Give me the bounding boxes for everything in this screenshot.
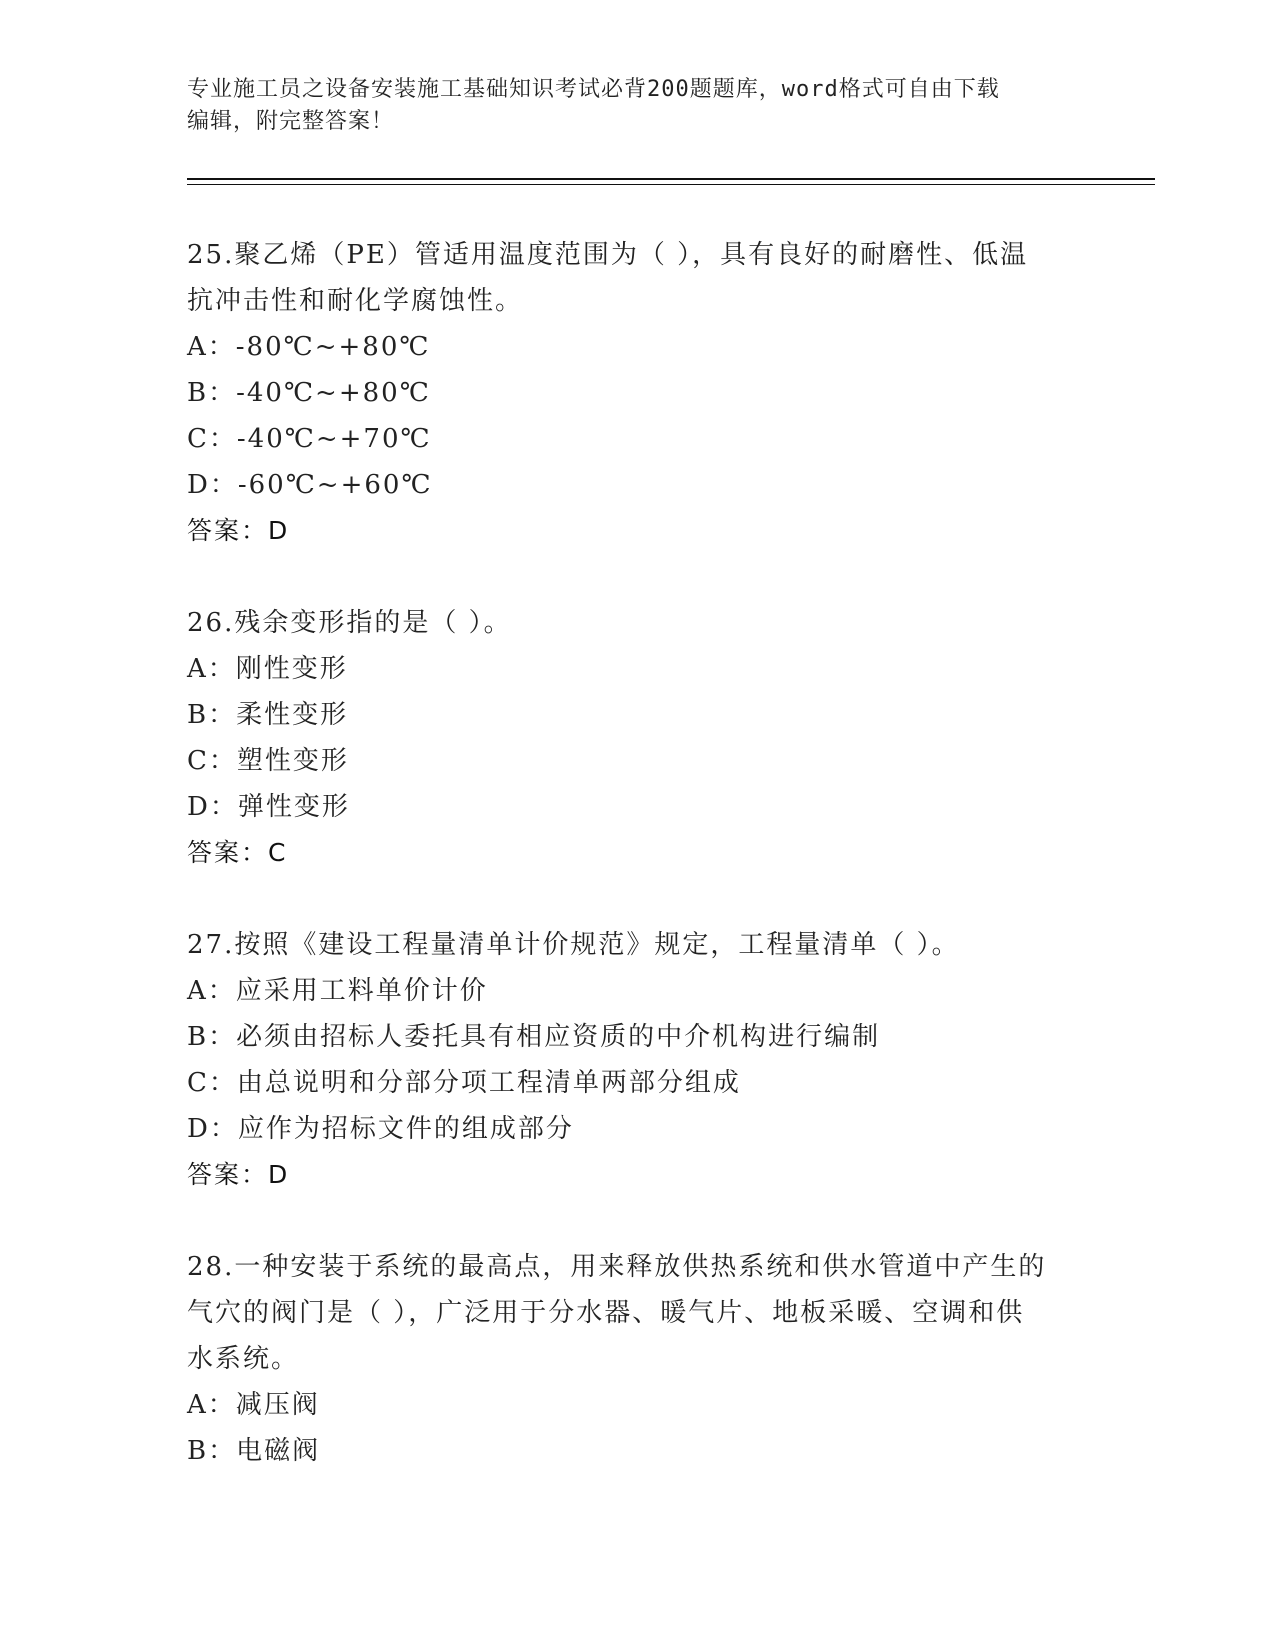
option-a: A：应采用工料单价计价 — [187, 976, 488, 1006]
option-b: B：电磁阀 — [187, 1436, 321, 1466]
answer-text: 答案：C — [187, 838, 288, 867]
answer-text: 答案：D — [187, 1160, 290, 1189]
option-c: C：-40℃~+70℃ — [187, 424, 432, 454]
option-b: B：柔性变形 — [187, 700, 349, 730]
question-stem-line: 水系统。 — [187, 1344, 300, 1374]
document-header — [187, 74, 1087, 138]
question-stem-line: 28.一种安装于系统的最高点，用来释放供热系统和供水管道中产生的 — [187, 1252, 1047, 1282]
question-stem-line: 27.按照《建设工程量清单计价规范》规定，工程量清单（ ）。 — [187, 930, 960, 960]
answer-text: 答案：D — [187, 516, 290, 545]
question-stem-line: 抗冲击性和耐化学腐蚀性。 — [187, 286, 524, 316]
header-title-line1: 专业施工员之设备安装施工基础知识考试必背200题题库，word格式可自由下载 — [187, 77, 1000, 102]
question-28 — [187, 1244, 1087, 1474]
option-a: A：减压阀 — [187, 1390, 320, 1420]
question-25 — [187, 232, 1087, 554]
option-b: B：必须由招标人委托具有相应资质的中介机构进行编制 — [187, 1022, 881, 1052]
option-c: C：塑性变形 — [187, 746, 349, 776]
option-b: B：-40℃~+80℃ — [187, 378, 431, 408]
question-26 — [187, 600, 1087, 876]
header-title-line2: 编辑，附完整答案！ — [187, 109, 395, 134]
option-a: A：刚性变形 — [187, 654, 348, 684]
option-d: D：应作为招标文件的组成部分 — [187, 1114, 574, 1144]
option-d: D：-60℃~+60℃ — [187, 470, 433, 500]
option-a: A：-80℃~+80℃ — [187, 332, 431, 362]
question-27 — [187, 922, 1087, 1198]
option-c: C：由总说明和分部分项工程清单两部分组成 — [187, 1068, 741, 1098]
question-list — [187, 232, 1087, 1520]
option-d: D：弹性变形 — [187, 792, 350, 822]
header-divider-thin — [187, 184, 1155, 185]
question-stem-line: 26.残余变形指的是（ ）。 — [187, 608, 512, 638]
header-divider-thick — [187, 178, 1155, 180]
question-stem-line: 25.聚乙烯（PE）管适用温度范围为（ ），具有良好的耐磨性、低温 — [187, 240, 1029, 270]
question-stem-line: 气穴的阀门是（ ），广泛用于分水器、暖气片、地板采暖、空调和供 — [187, 1298, 1025, 1328]
